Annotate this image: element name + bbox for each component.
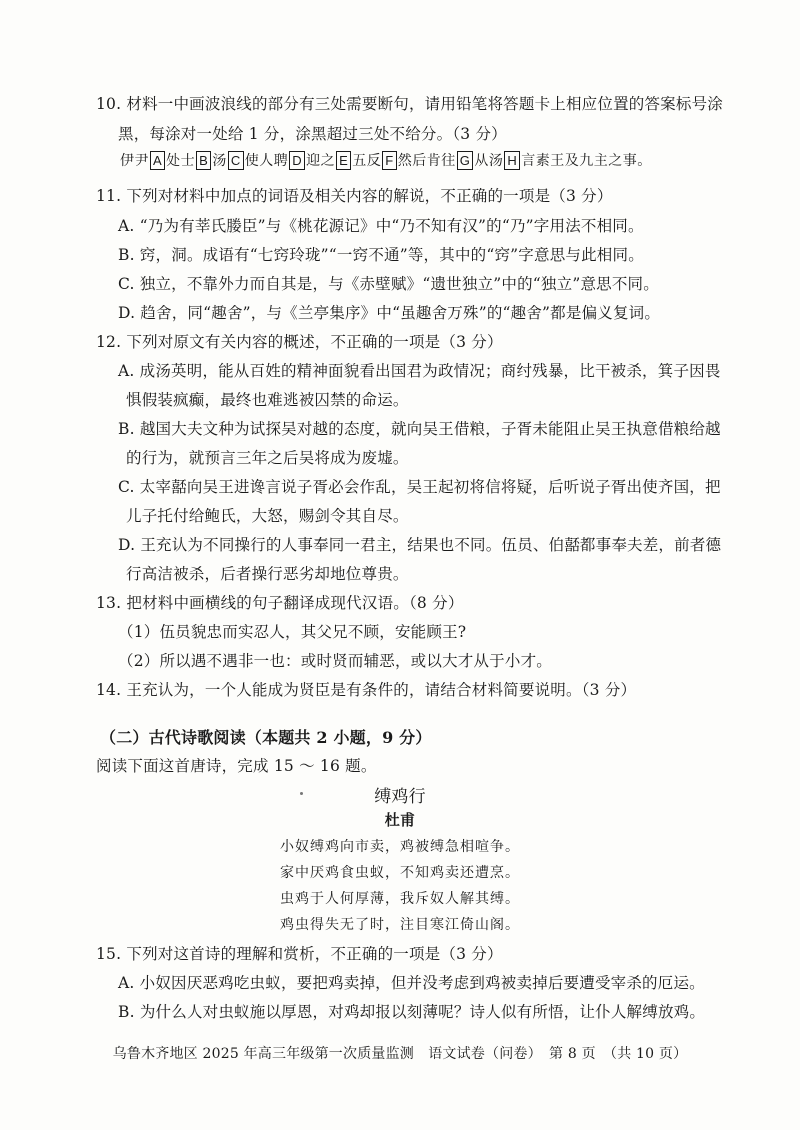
q12-option-c-cont: 儿子托付给鲍氏，大怒，赐剑令其自尽。 bbox=[126, 507, 409, 525]
q13-sentence-1: （1）伍员貌忠而实忍人，其父兄不顾，安能顾王? bbox=[118, 623, 467, 641]
answer-box: D bbox=[289, 151, 305, 170]
q12-option-a-cont: 惧假装疯癫，最终也难逃被囚禁的命运。 bbox=[126, 391, 409, 409]
q10-text-cont: 黑，每涂对一处给 1 分，涂黑超过三处不给分。（3 分） bbox=[118, 125, 507, 143]
q10-text: 10. 材料一中画波浪线的部分有三处需要断句，请用铅笔将答题卡上相应位置的答案标号涂 bbox=[96, 95, 723, 113]
answer-box: C bbox=[228, 151, 244, 170]
section-intro: 阅读下面这首唐诗，完成 15 ～ 16 题。 bbox=[96, 757, 377, 775]
q11-option-a: A. “乃为有莘氏媵臣”与《桃花源记》中“乃不知有汉”的“乃”字用法不相同。 bbox=[118, 217, 644, 235]
q12-option-d: D. 王充认为不同操行的人事奉同一君主，结果也不同。伍员、伯嚭都事奉夫差，前者德 bbox=[118, 536, 722, 554]
q14-stem: 14. 王充认为，一个人能成为贤臣是有条件的，请结合材料简要说明。（3 分） bbox=[96, 681, 637, 699]
poem-title: 缚鸡行 bbox=[374, 787, 426, 807]
segment: 处士 bbox=[166, 153, 196, 169]
q12-option-a: A. 成汤英明，能从百姓的精神面貌看出国君为政情况；商纣残暴，比干被杀，箕子因畏 bbox=[118, 362, 721, 380]
q15-stem: 15. 下列对这首诗的理解和赏析，不正确的一项是（3 分） bbox=[96, 945, 503, 963]
answer-box: B bbox=[196, 151, 211, 170]
section-title: （二）古代诗歌阅读（本题共 2 小题，9 分） bbox=[100, 728, 432, 747]
q10-punctuation-row bbox=[120, 150, 652, 170]
answer-box: A bbox=[150, 151, 165, 170]
segment: 迎之 bbox=[306, 153, 336, 169]
poem-line: 鸡虫得失无了时，注目寒江倚山阁。 bbox=[280, 917, 520, 933]
segment: 五反 bbox=[352, 153, 382, 169]
segment: 从汤 bbox=[474, 153, 504, 169]
segment: 然后肯往 bbox=[397, 153, 456, 169]
q11-option-d: D. 趋舍，同“趣舍”，与《兰亭集序》中“虽趣舍万殊”的“趣舍”都是偏义复词。 bbox=[118, 304, 661, 322]
q11-stem: 11. 下列对材料中加点的词语及相关内容的解说，不正确的一项是（3 分） bbox=[96, 187, 613, 205]
q12-option-c: C. 太宰嚭向吴王进谗言说子胥必会作乱，吴王起初将信将疑，后听说子胥出使齐国，把 bbox=[118, 478, 721, 496]
segment: 使人聘 bbox=[244, 153, 289, 169]
q11-option-c: C. 独立，不靠外力而自其是，与《赤壁赋》“遗世独立”中的“独立”意思不同。 bbox=[118, 275, 659, 293]
q11-option-b: B. 窍，洞。成语有“七窍玲珑”“一窍不通”等，其中的“窍”字意思与此相同。 bbox=[118, 246, 644, 264]
q15-option-b: B. 为什么人对虫蚁施以厚恩，对鸡却报以刻薄呢？诗人似有所悟，让仆人解缚放鸡。 bbox=[118, 1003, 706, 1021]
segment: 言素王及九主之事。 bbox=[521, 153, 652, 169]
answer-box: G bbox=[457, 151, 474, 170]
segment: 汤 bbox=[212, 153, 227, 169]
q12-stem: 12. 下列对原文有关内容的概述，不正确的一项是（3 分） bbox=[96, 333, 503, 351]
answer-box: F bbox=[382, 151, 396, 170]
q12-option-b: B. 越国大夫文种为试探吴对越的态度，就向吴王借粮，子胥未能阻止吴王执意借粮给越 bbox=[118, 420, 721, 438]
q12-option-d-cont: 行高洁被杀，后者操行恶劣却地位尊贵。 bbox=[126, 565, 409, 583]
answer-box: E bbox=[336, 151, 351, 170]
poem-line: 虫鸡于人何厚薄，我斥奴人解其缚。 bbox=[280, 891, 520, 907]
segment: 伊尹 bbox=[120, 153, 149, 169]
q13-stem: 13. 把材料中画横线的句子翻译成现代汉语。（8 分） bbox=[96, 594, 464, 612]
poem-line: 家中厌鸡食虫蚁，不知鸡卖还遭烹。 bbox=[280, 865, 520, 881]
poem-author: 杜甫 bbox=[384, 811, 416, 829]
q13-sentence-2: （2）所以遇不遇非一也：或时贤而辅恶，或以大才从于小才。 bbox=[118, 652, 552, 670]
answer-box: H bbox=[504, 151, 520, 170]
q15-option-a: A. 小奴因厌恶鸡吃虫蚁，要把鸡卖掉，但并没考虑到鸡被卖掉后要遭受宰杀的厄运。 bbox=[118, 974, 705, 992]
q12-option-b-cont: 的行为，就预言三年之后吴将成为废墟。 bbox=[126, 449, 409, 467]
poem-line: 小奴缚鸡向市卖，鸡被缚急相喧争。 bbox=[280, 839, 520, 855]
page-footer: 乌鲁木齐地区 2025 年高三年级第一次质量监测 语文试卷（问卷） 第 8 页 （共 10 页） bbox=[112, 1046, 688, 1062]
